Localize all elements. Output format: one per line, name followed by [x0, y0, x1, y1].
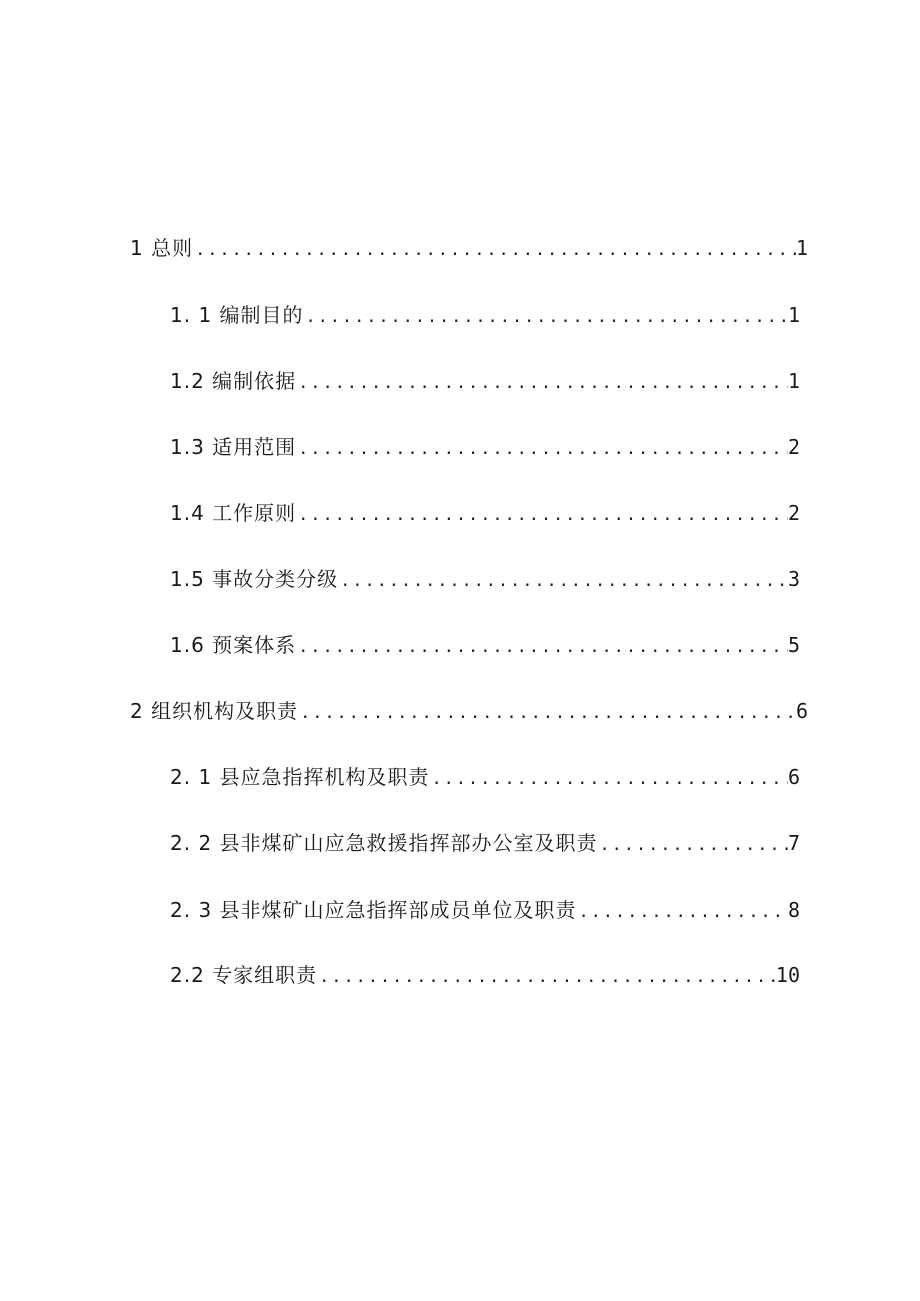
- dot-leader: [296, 501, 788, 529]
- dot-leader: [338, 567, 788, 595]
- toc-entry-page: 2: [787, 501, 800, 525]
- toc-entry-label: 1.6 预案体系: [170, 633, 297, 657]
- dot-leader: [598, 831, 788, 859]
- dot-leader: [577, 898, 788, 926]
- toc-entry-1-1[interactable]: [170, 301, 800, 331]
- dot-leader: [296, 435, 788, 463]
- toc-entry-2-3[interactable]: [170, 896, 800, 926]
- toc-entry-label: 2.2 专家组职责: [170, 963, 318, 987]
- toc-entry-2-2[interactable]: [170, 829, 800, 859]
- toc-entry-page: 8: [787, 898, 800, 922]
- dot-leader: [296, 369, 788, 397]
- dot-leader: [317, 963, 776, 991]
- toc-entry-label: 2. 2 县非煤矿山应急救援指挥部办公室及职责: [170, 831, 598, 855]
- toc-entry-label: 1.4 工作原则: [170, 501, 297, 525]
- toc-entry-1[interactable]: [130, 234, 808, 264]
- toc-entry-label: 1.2 编制依据: [170, 369, 297, 393]
- toc-entry-label: 2. 1 县应急指挥机构及职责: [170, 765, 430, 789]
- toc-entry-page: 2: [787, 435, 800, 459]
- toc-entry-1-5[interactable]: [170, 565, 800, 595]
- toc-entry-page: 6: [795, 699, 808, 723]
- toc-entry-label: 1. 1 编制目的: [170, 303, 304, 327]
- dot-leader: [304, 303, 788, 331]
- toc-entry-page: 6: [787, 765, 800, 789]
- toc-entry-page: 1: [795, 236, 808, 260]
- toc-entry-1-3[interactable]: [170, 433, 800, 463]
- toc-entry-page: 3: [787, 567, 800, 591]
- toc-entry-label: 1.5 事故分类分级: [170, 567, 339, 591]
- toc-entry-page: 1: [787, 303, 800, 327]
- dot-leader: [193, 236, 796, 264]
- toc-entry-label: 1.3 适用范围: [170, 435, 297, 459]
- toc-entry-label: 1 总则: [130, 236, 194, 260]
- dot-leader: [298, 699, 796, 727]
- toc-entry-page: 5: [787, 633, 800, 657]
- dot-leader: [296, 633, 788, 661]
- toc-entry-1-2[interactable]: [170, 367, 800, 397]
- toc-entry-1-4[interactable]: [170, 499, 800, 529]
- toc-entry-page: 7: [787, 831, 800, 855]
- toc-entry-page: 1: [787, 369, 800, 393]
- toc-entry-2-1[interactable]: [170, 763, 800, 793]
- toc-entry-2[interactable]: [130, 697, 808, 727]
- toc-entry-2-4[interactable]: [170, 961, 800, 991]
- dot-leader: [430, 765, 788, 793]
- toc-entry-1-6[interactable]: [170, 631, 800, 661]
- toc-entry-label: 2 组织机构及职责: [130, 699, 299, 723]
- toc-entry-page: 10: [775, 963, 800, 987]
- toc-entry-label: 2. 3 县非煤矿山应急指挥部成员单位及职责: [170, 898, 577, 922]
